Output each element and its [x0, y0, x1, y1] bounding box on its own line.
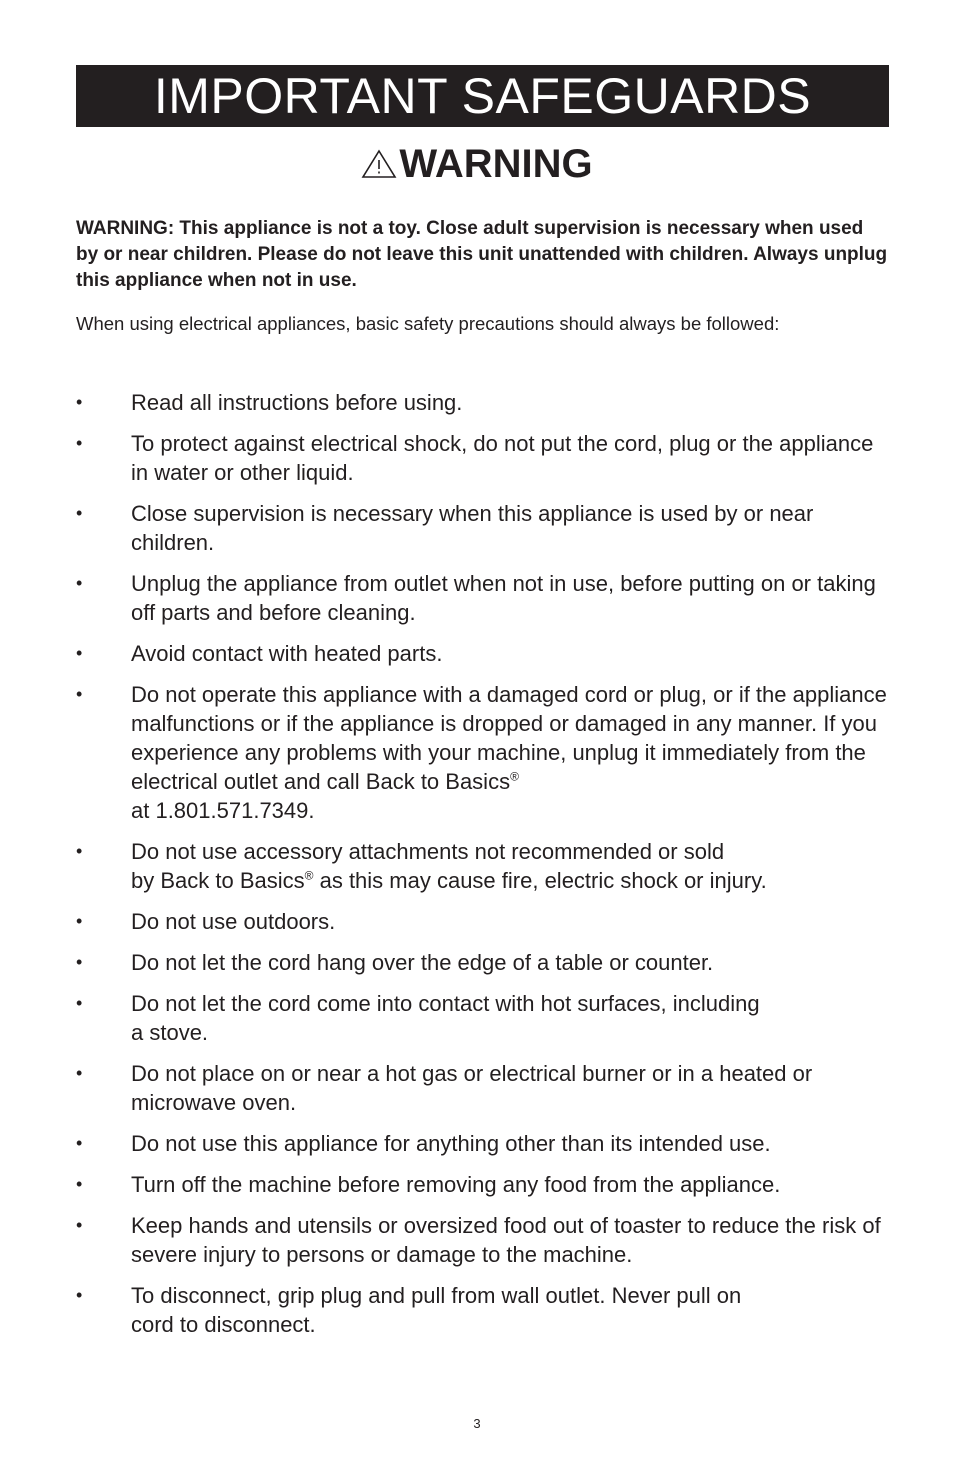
bullet-icon: • [76, 911, 83, 931]
warning-label: WARNING [399, 142, 593, 186]
list-item [76, 639, 896, 668]
list-item [76, 680, 896, 825]
registered-mark: ® [510, 769, 519, 784]
warning-triangle-icon [361, 149, 397, 179]
list-item-text: Keep hands and utensils or oversized food out of toaster to reduce the risk of severe injury to persons or damage to the machine. [131, 1213, 881, 1267]
list-item [76, 1211, 896, 1269]
bullet-icon: • [76, 433, 83, 453]
bullet-icon: • [76, 684, 83, 704]
page-title: IMPORTANT SAFEGUARDS [153, 68, 812, 124]
list-item [76, 1059, 896, 1117]
list-item [76, 388, 896, 417]
list-item-text: Do not use this appliance for anything other than its intended use. [131, 1131, 771, 1156]
list-item-text: Turn off the machine before removing any food from the appliance. [131, 1172, 781, 1197]
safeguards-list [76, 388, 896, 1351]
list-item-text: To disconnect, grip plug and pull from wall outlet. Never pull on cord to disconnect. [131, 1283, 742, 1337]
page-number: 3 [473, 1416, 481, 1431]
list-item [76, 989, 896, 1047]
list-item-text: Do not use outdoors. [131, 909, 336, 934]
list-item [76, 1281, 896, 1339]
list-item-text: Avoid contact with heated parts. [131, 641, 443, 666]
bullet-icon: • [76, 1215, 83, 1235]
bullet-icon: • [76, 1174, 83, 1194]
bullet-icon: • [76, 952, 83, 972]
registered-mark: ® [304, 868, 314, 883]
list-item [76, 569, 896, 627]
list-item-text-part: at 1.801.571.7349. [131, 798, 315, 823]
bullet-icon: • [76, 1063, 83, 1083]
warning-heading [0, 144, 954, 184]
list-item-text: Close supervision is necessary when this appliance is used by or near children. [131, 501, 814, 555]
bullet-icon: • [76, 392, 83, 412]
list-item [76, 499, 896, 557]
list-item [76, 948, 896, 977]
list-item-text: Do not let the cord hang over the edge of a table or counter. [131, 950, 714, 975]
list-item-text: Do not let the cord come into contact with hot surfaces, including a stove. [131, 991, 760, 1045]
list-item-text [131, 837, 896, 895]
bullet-icon: • [76, 643, 83, 663]
list-item-text: Do not place on or near a hot gas or electrical burner or in a heated or microwave oven. [131, 1061, 813, 1115]
list-item [76, 907, 896, 936]
bullet-icon: • [76, 1133, 83, 1153]
list-item [76, 429, 896, 487]
bullet-icon: • [76, 503, 83, 523]
list-item-text: Unplug the appliance from outlet when not in use, before putting on or taking off parts and before cleaning. [131, 571, 876, 625]
list-item-text-part: Do not use accessory attachments not recommended or sold by Back to Basics [131, 839, 725, 893]
list-item [76, 1170, 896, 1199]
bullet-icon: • [76, 573, 83, 593]
intro-paragraph: When using electrical appliances, basic safety precautions should always be followed: [76, 313, 780, 334]
list-item-text [131, 680, 896, 825]
list-item-text-part: Do not operate this appliance with a damaged cord or plug, or if the appliance malfunctions or if the appliance is dropped or damaged in any manner. If you experience any problems with your machine, unplug it immediately from the electrical outlet and call Back to Basics [131, 682, 887, 794]
list-item-text-part: as this may cause fire, electric shock or injury. [313, 868, 767, 893]
list-item [76, 837, 896, 895]
title-banner [76, 65, 889, 127]
list-item-text: Read all instructions before using. [131, 390, 463, 415]
list-item-text: To protect against electrical shock, do not put the cord, plug or the appliance in water or other liquid. [131, 431, 874, 485]
bullet-icon: • [76, 841, 83, 861]
list-item [76, 1129, 896, 1158]
bullet-icon: • [76, 993, 83, 1013]
warning-paragraph: WARNING: This appliance is not a toy. Close adult supervision is necessary when used by or near children. Please do not leave this unit unattended with children. Always unplug this appliance when not in use. [76, 218, 888, 291]
bullet-icon: • [76, 1285, 83, 1305]
